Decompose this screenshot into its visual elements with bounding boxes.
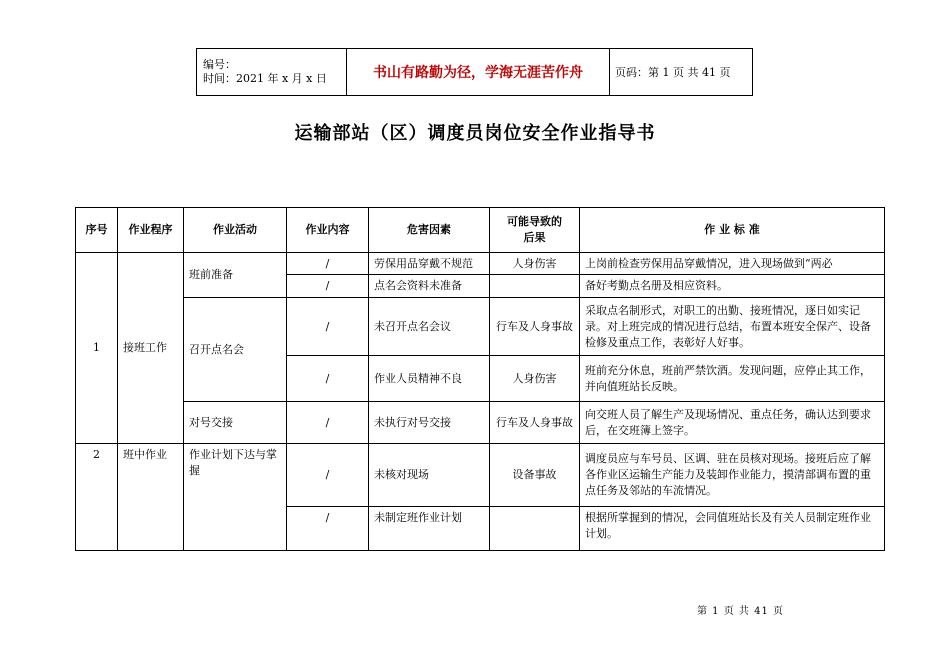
header-meta xyxy=(197,49,347,96)
cell-consequence: 设备事故 xyxy=(490,444,580,507)
cell-consequence: 行车及人身事故 xyxy=(490,402,580,444)
table-header-row xyxy=(76,208,885,253)
time-label: 时间：2021 年 x 月 x 日 xyxy=(203,72,327,85)
cell-hazard: 未核对现场 xyxy=(369,444,490,507)
cell-hazard: 点名会资料未准备 xyxy=(369,275,490,298)
col-header: 序号 xyxy=(76,208,118,253)
cell-consequence xyxy=(490,507,580,551)
cell-consequence: 人身伤害 xyxy=(490,356,580,402)
cell-content: / xyxy=(287,507,369,551)
cell-activity: 班前准备 xyxy=(184,253,287,298)
table-row xyxy=(76,444,885,507)
cell-standard: 根据所掌握到的情况，会同值班站长及有关人员制定班作业计划。 xyxy=(580,507,885,551)
code-label: 编号： xyxy=(203,58,236,71)
cell-no: 2 xyxy=(76,444,118,551)
cell-hazard: 未执行对号交接 xyxy=(369,402,490,444)
col-header: 作业内容 xyxy=(287,208,369,253)
cell-hazard: 劳保用品穿戴不规范 xyxy=(369,253,490,275)
cell-activity: 召开点名会 xyxy=(184,298,287,402)
cell-standard: 采取点名制形式，对职工的出勤、接班情况，逐日如实记录。对上班完成的情况进行总结，布置本班安全保产、设备检修及重点工作，表彰好人好事。 xyxy=(580,298,885,356)
cell-standard: 调度员应与车号员、区调、驻在员核对现场。接班后应了解各作业区运输生产能力及装卸作业能力，摸清部调布置的重点任务及邻站的车流情况。 xyxy=(580,444,885,507)
col-header: 作业活动 xyxy=(184,208,287,253)
cell-content: / xyxy=(287,402,369,444)
cell-consequence: 行车及人身事故 xyxy=(490,298,580,356)
cell-activity: 对号交接 xyxy=(184,402,287,444)
cell-standard: 班前充分休息，班前严禁饮酒。发现问题，应停止其工作，并向值班站长反映。 xyxy=(580,356,885,402)
cell-standard: 向交班人员了解生产及现场情况、重点任务，确认达到要求后，在交班簿上签字。 xyxy=(580,402,885,444)
cell-content: / xyxy=(287,444,369,507)
cell-content: / xyxy=(287,298,369,356)
cell-no: 1 xyxy=(76,253,118,444)
cell-consequence xyxy=(490,275,580,298)
cell-content: / xyxy=(287,275,369,298)
cell-procedure: 班中作业 xyxy=(118,444,184,551)
col-header: 作 业 标 准 xyxy=(580,208,885,253)
cell-activity: 作业计划下达与掌握 xyxy=(184,444,287,551)
table-row xyxy=(76,402,885,444)
document-title: 运输部站（区）调度员岗位安全作业指导书 xyxy=(294,123,656,144)
cell-procedure: 接班工作 xyxy=(118,253,184,444)
page-info: 页码：第 1 页 共 41 页 xyxy=(610,49,753,96)
col-header: 作业程序 xyxy=(118,208,184,253)
cell-standard: 备好考勤点名册及相应资料。 xyxy=(580,275,885,298)
guidance-table xyxy=(75,207,885,551)
cell-hazard: 未制定班作业计划 xyxy=(369,507,490,551)
cell-content: / xyxy=(287,356,369,402)
table-row xyxy=(76,253,885,275)
col-header: 可能导致的后果 xyxy=(490,208,580,253)
header-box xyxy=(196,48,753,96)
motto: 书山有路勤为径，学海无涯苦作舟 xyxy=(347,49,610,96)
cell-hazard: 未召开点名会议 xyxy=(369,298,490,356)
cell-standard: 上岗前检查劳保用品穿戴情况，进入现场做到“两必 xyxy=(580,253,885,275)
cell-consequence: 人身伤害 xyxy=(490,253,580,275)
col-header: 危害因素 xyxy=(369,208,490,253)
cell-hazard: 作业人员精神不良 xyxy=(369,356,490,402)
page-footer: 第 1 页 共 41 页 xyxy=(697,606,784,617)
table-row xyxy=(76,298,885,356)
cell-content: / xyxy=(287,253,369,275)
